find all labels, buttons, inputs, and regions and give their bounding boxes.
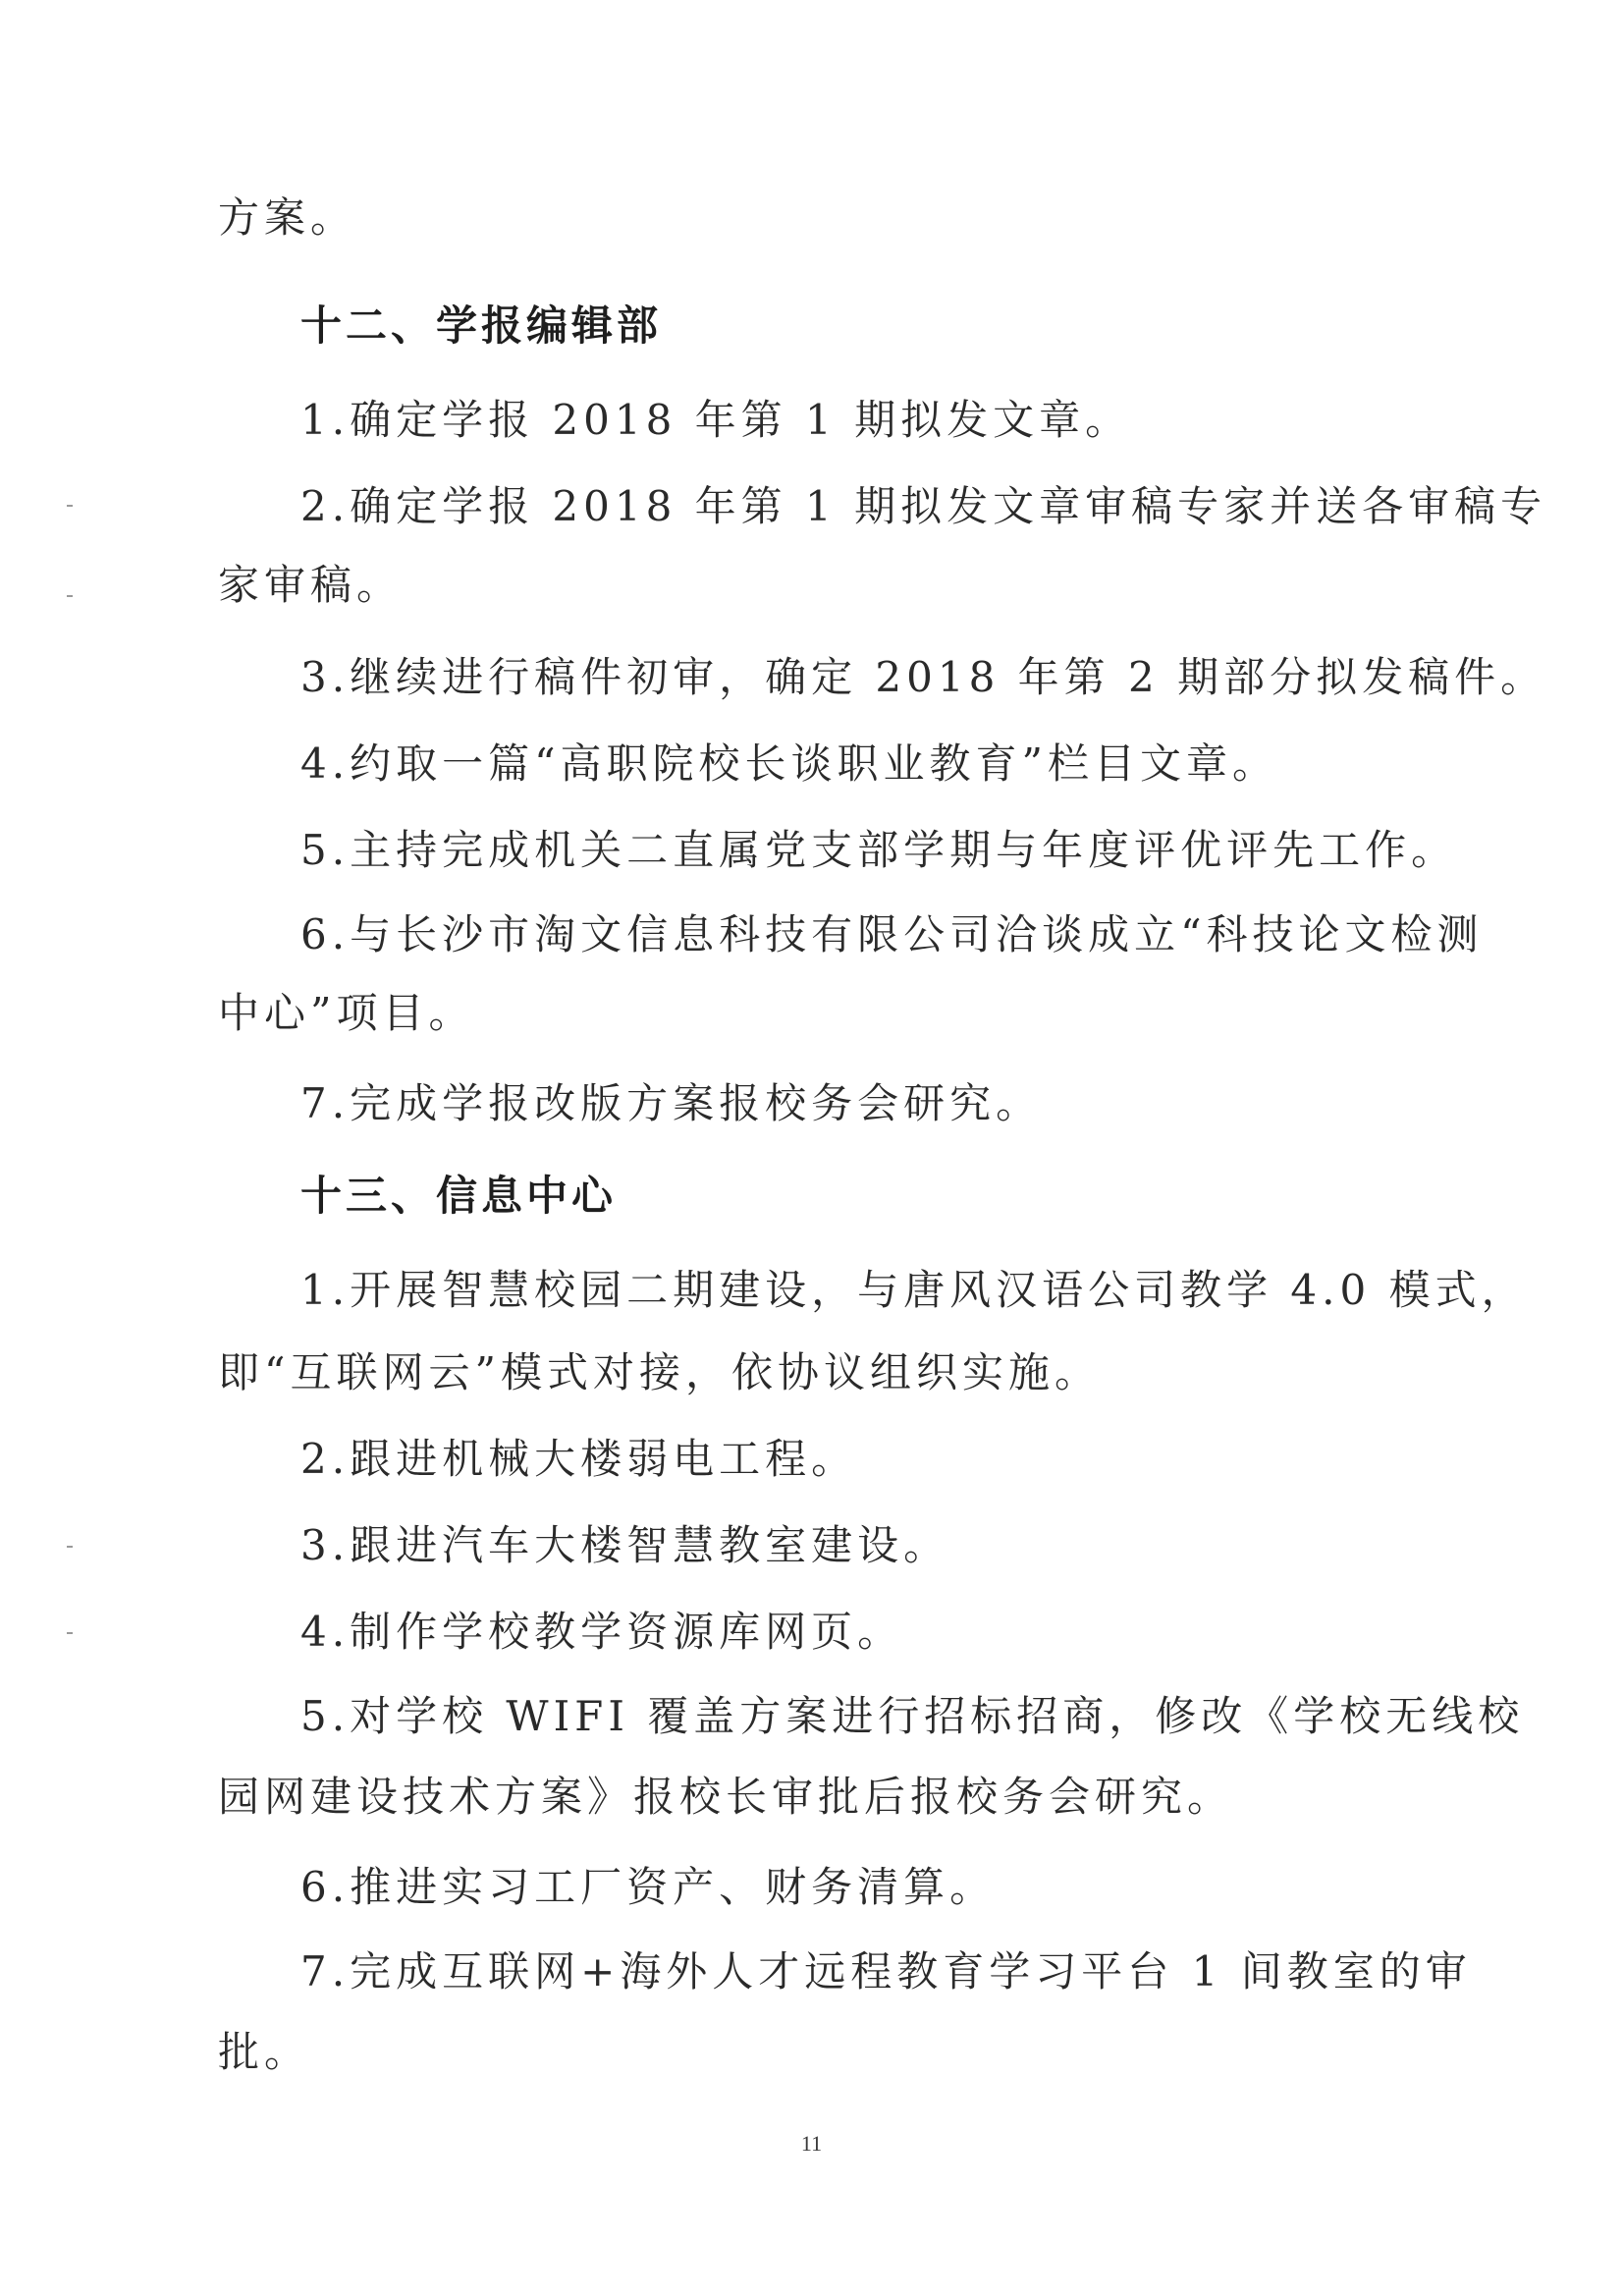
list-item: 2.确定学报 2018 年第 1 期拟发文章审稿专家并送各审稿专 [300,482,1547,530]
list-item-continuation: 中心”项目。 [218,989,475,1037]
list-item: 3.跟进汽车大楼智慧教室建设。 [300,1521,950,1569]
list-item: 7.完成学报改版方案报校务会研究。 [300,1079,1043,1127]
list-item: 2.跟进机械大楼弱电工程。 [300,1435,858,1483]
list-item-continuation: 即“互联网云”模式对接，依协议组织实施。 [218,1348,1101,1396]
list-item: 7.完成互联网+海外人才远程教育学习平台 1 间教室的审 [300,1947,1472,1995]
list-item: 4.制作学校教学资源库网页。 [300,1608,904,1656]
page-number: 11 [800,2131,823,2156]
list-item: 4.约取一篇“高职院校长谈职业教育”栏目文章。 [300,739,1279,788]
section-heading-info-center: 十三、信息中心 [300,1172,618,1220]
list-item: 1.开展智慧校园二期建设，与唐风汉语公司教学 4.0 模式， [300,1266,1528,1314]
paragraph-continuation: 方案。 [218,193,357,242]
list-item: 5.对学校 WIFI 覆盖方案进行招标招商，修改《学校无线校 [300,1692,1525,1740]
list-item: 6.推进实习工厂资产、财务清算。 [300,1863,997,1911]
list-item: 1.确定学报 2018 年第 1 期拟发文章。 [300,396,1132,444]
list-item-continuation: 批。 [218,2028,311,2076]
section-heading-journal: 十二、学报编辑部 [300,301,663,350]
list-item-continuation: 家审稿。 [218,561,404,609]
list-item: 6.与长沙市淘文信息科技有限公司洽谈成立“科技论文检测 [300,910,1484,958]
list-item-continuation: 园网建设技术方案》报校长审批后报校务会研究。 [218,1773,1234,1821]
list-item: 3.继续进行稿件初审，确定 2018 年第 2 期部分拟发稿件。 [300,653,1547,701]
list-item: 5.主持完成机关二直属党支部学期与年度评优评先工作。 [300,826,1458,874]
